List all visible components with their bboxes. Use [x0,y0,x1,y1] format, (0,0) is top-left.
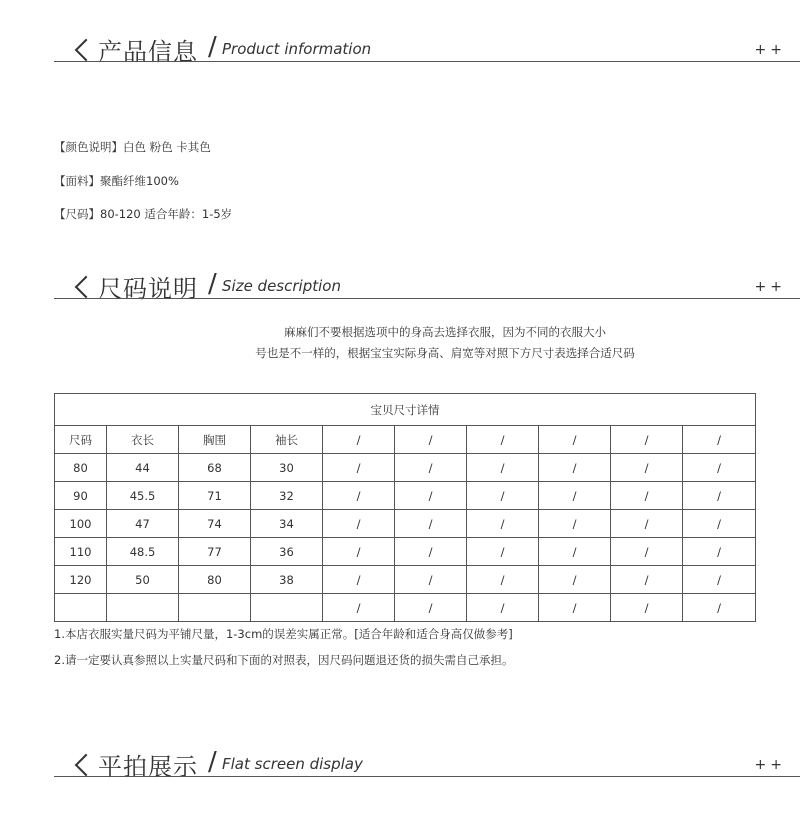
table-cell: 38 [251,566,323,594]
table-cell: / [683,566,756,594]
table-cell: / [539,482,611,510]
table-cell: / [395,510,467,538]
plus-decoration: ++ [754,42,786,58]
size-table [54,393,756,622]
table-cell: / [467,594,539,622]
header-cell: / [467,426,539,454]
table-row [55,594,756,622]
table-caption: 宝贝尺寸详情 [55,394,756,426]
header-cell: / [611,426,683,454]
table-cell: 34 [251,510,323,538]
table-cell: / [611,566,683,594]
table-cell [107,594,179,622]
table-row [55,454,756,482]
table-cell: 48.5 [107,538,179,566]
table-cell [179,594,251,622]
section-title-en: Size description [222,277,341,295]
section-header-flat-display [0,747,800,791]
table-note-2: 2.请一定要认真参照以上实量尺码和下面的对照表，因尺码问题退还货的损失需自己承担。 [54,653,514,667]
table-cell: 30 [251,454,323,482]
section-header-product-info [0,32,800,76]
chevron-left-icon [75,39,98,62]
table-cell: 100 [55,510,107,538]
table-cell: 80 [179,566,251,594]
header-cell: / [395,426,467,454]
table-cell: / [395,594,467,622]
table-cell: / [611,538,683,566]
table-cell: / [611,482,683,510]
table-cell: 74 [179,510,251,538]
plus-decoration: ++ [754,279,786,295]
table-cell: / [395,538,467,566]
table-cell [55,594,107,622]
table-header-row [55,426,756,454]
table-cell: / [539,594,611,622]
table-cell: / [323,510,395,538]
section-title-cn: 平拍展示 [98,753,198,781]
section-header-size-desc [0,269,800,313]
table-cell: / [611,510,683,538]
table-row [55,482,756,510]
section-title-en: Product information [222,40,372,58]
header-cell: / [539,426,611,454]
table-note-1: 1.本店衣服实量尺码为平铺尺量，1-3cm的误差实属正常。[适合年龄和适合身高仅做参考] [54,627,513,641]
table-cell [251,594,323,622]
header-cell: 袖长 [251,426,323,454]
table-row [55,566,756,594]
table-cell: / [323,454,395,482]
table-cell: / [611,454,683,482]
table-cell: 90 [55,482,107,510]
table-cell: 45.5 [107,482,179,510]
table-cell: / [683,594,756,622]
table-cell: 47 [107,510,179,538]
product-color-line: 【颜色说明】白色 粉色 卡其色 [54,140,211,154]
table-cell: 71 [179,482,251,510]
table-cell: / [467,538,539,566]
table-cell: 44 [107,454,179,482]
table-cell: / [467,482,539,510]
table-cell: / [395,566,467,594]
header-cell: / [323,426,395,454]
table-cell: / [539,566,611,594]
product-fabric-line: 【面料】聚酯纤维100% [54,174,179,188]
table-cell: / [467,510,539,538]
chevron-left-icon [75,276,98,299]
table-cell: / [395,454,467,482]
table-cell: / [467,566,539,594]
header-cell: 尺码 [55,426,107,454]
section-rule [54,61,800,62]
table-cell: 36 [251,538,323,566]
table-cell: / [323,538,395,566]
title-slash: / [208,747,217,777]
table-cell: 110 [55,538,107,566]
title-slash: / [208,269,217,299]
table-cell: / [539,538,611,566]
table-cell: / [395,482,467,510]
title-slash: / [208,32,217,62]
table-cell: / [323,566,395,594]
table-cell: 120 [55,566,107,594]
table-row [55,538,756,566]
product-size-line: 【尺码】80-120 适合年龄：1-5岁 [54,207,233,221]
table-cell: / [683,454,756,482]
table-cell: / [683,482,756,510]
header-cell: 胸围 [179,426,251,454]
section-title-cn: 尺码说明 [98,275,198,303]
table-cell: 80 [55,454,107,482]
table-row [55,510,756,538]
table-cell: / [611,594,683,622]
section-rule [54,298,800,299]
table-cell: / [539,510,611,538]
header-cell: / [683,426,756,454]
section-title-en: Flat screen display [222,755,363,773]
chevron-left-icon [75,754,98,777]
table-cell: / [323,594,395,622]
table-cell: 50 [107,566,179,594]
table-cell: / [683,538,756,566]
section-title-cn: 产品信息 [98,38,198,66]
table-cell: / [323,482,395,510]
section-rule [54,776,800,777]
table-cell: 68 [179,454,251,482]
plus-decoration: ++ [754,757,786,773]
table-cell: / [539,454,611,482]
table-cell: 77 [179,538,251,566]
header-cell: 衣长 [107,426,179,454]
table-cell: / [467,454,539,482]
table-cell: 32 [251,482,323,510]
size-description-line-1: 麻麻们不要根据选项中的身高去选择衣服，因为不同的衣服大小 [284,325,606,339]
table-cell: / [683,510,756,538]
size-description-line-2: 号也是不一样的，根据宝宝实际身高、肩宽等对照下方尺寸表选择合适尺码 [255,346,635,360]
